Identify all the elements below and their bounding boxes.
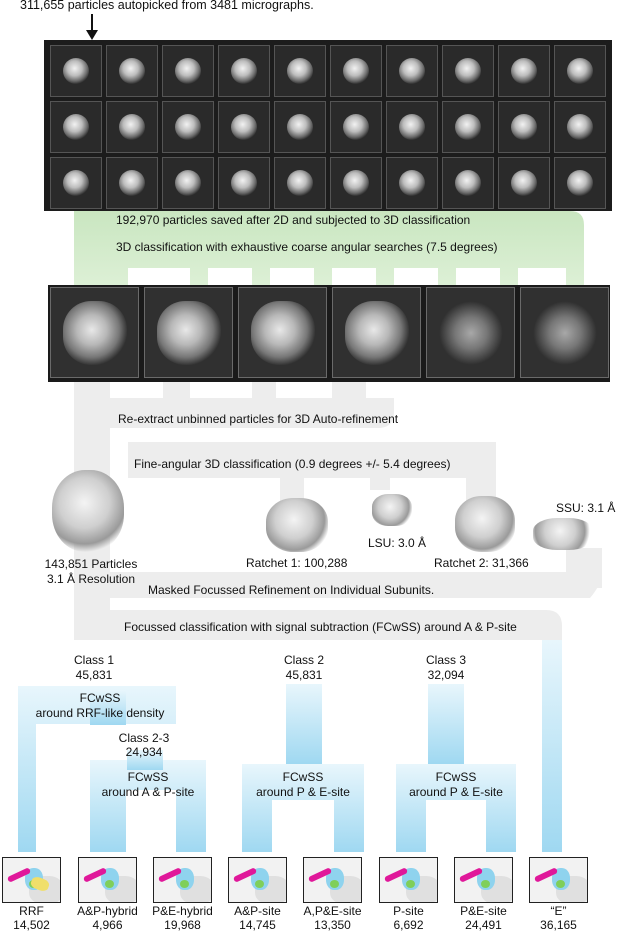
2d-class-average-tile [218, 157, 270, 209]
final-class-count: 4,966 [92, 918, 123, 932]
autopicked-label: 311,655 particles autopicked from 3481 micrographs. [20, 0, 314, 12]
2d-class-average-tile [274, 157, 326, 209]
fcwss-rrf-sub: around RRF-like density [35, 706, 165, 720]
class1-label: Class 1 [73, 653, 114, 667]
3d-class-3 [238, 287, 327, 378]
down-arrow-icon [86, 14, 98, 40]
3d-class-2 [144, 287, 233, 378]
coarse-classification-label: 3D classification with exhaustive coarse angular searches (7.5 degrees) [116, 240, 498, 254]
final-class-thumbnail [303, 857, 362, 903]
2d-class-average-tile [218, 45, 270, 97]
2d-class-average-tile [554, 101, 606, 153]
ssu-label: SSU: 3.1 Å [556, 501, 616, 515]
3d-class-4 [332, 287, 421, 378]
3d-classes-row [48, 285, 610, 382]
particles-143851-label: 143,851 Particles [44, 557, 138, 571]
fcwss-pe2-label: FCwSS [282, 770, 324, 784]
final-class-label: A&P-hybrid [77, 904, 138, 918]
2d-class-average-tile [554, 157, 606, 209]
2d-class-average-tile [442, 101, 494, 153]
final-class-thumbnail [78, 857, 137, 903]
2d-class-average-tile [330, 45, 382, 97]
final-class-label: P-site [393, 904, 424, 918]
fine-classification-label: Fine-angular 3D classification (0.9 degrees +/- 5.4 degrees) [134, 457, 451, 471]
final-class-label: RRF [19, 904, 44, 918]
class3-count: 32,094 [427, 668, 465, 682]
lsu-map [372, 494, 412, 526]
fcwss-pe3-label: FCwSS [435, 770, 477, 784]
final-class-thumbnail [228, 857, 287, 903]
2d-class-average-tile [386, 157, 438, 209]
fcwss-ap-sub: around A & P-site [101, 785, 195, 799]
lsu-label: LSU: 3.0 Å [368, 536, 427, 550]
2d-class-average-tile [162, 157, 214, 209]
2d-class-average-tile [218, 101, 270, 153]
reextract-label: Re-extract unbinned particles for 3D Auto-refinement [118, 412, 399, 426]
class2-label: Class 2 [283, 653, 324, 667]
ratchet1-label: Ratchet 1: 100,288 [246, 556, 348, 570]
fcwss-pe2-sub: around P & E-site [256, 785, 350, 799]
3d-class-5 [426, 287, 515, 378]
final-class-thumbnail [529, 857, 588, 903]
ratchet2-map [455, 496, 515, 552]
fcwss-ap-label: FCwSS [127, 770, 169, 784]
final-class-count: 19,968 [164, 918, 201, 932]
final-class-thumbnail [379, 857, 438, 903]
class3-label: Class 3 [425, 653, 466, 667]
final-class-count: 36,165 [540, 918, 577, 932]
saved-2d-label: 192,970 particles saved after 2D and subjected to 3D classification [116, 213, 471, 227]
2d-class-average-tile [498, 45, 550, 97]
ratchet2-label: Ratchet 2: 31,366 [434, 556, 529, 570]
2d-class-average-tile [330, 157, 382, 209]
final-class-count: 13,350 [314, 918, 351, 932]
final-class-label: P&E-hybrid [152, 904, 213, 918]
2d-class-average-tile [106, 157, 158, 209]
ssu-map [533, 518, 593, 550]
resolution-label: 3.1 Å Resolution [46, 572, 136, 586]
final-class-thumbnail [153, 857, 212, 903]
2d-class-average-tile [330, 101, 382, 153]
final-class-label: A,P&E-site [303, 904, 362, 918]
ratchet1-map [266, 498, 328, 552]
consensus-map [52, 470, 124, 552]
final-class-label: A&P-site [234, 904, 281, 918]
final-class-count: 6,692 [393, 918, 424, 932]
2d-class-average-tile [50, 45, 102, 97]
2d-class-averages-grid [44, 40, 612, 211]
2d-class-average-tile [442, 157, 494, 209]
2d-class-average-tile [162, 45, 214, 97]
2d-class-average-tile [386, 101, 438, 153]
2d-class-average-tile [498, 101, 550, 153]
2d-class-average-tile [442, 45, 494, 97]
masked-refinement-label: Masked Focussed Refinement on Individual Subunits. [148, 583, 435, 597]
fcwss-rrf-label: FCwSS [79, 691, 121, 705]
class23-count: 24,934 [125, 745, 163, 759]
final-class-count: 24,491 [465, 918, 502, 932]
2d-class-average-tile [498, 157, 550, 209]
final-class-count: 14,502 [13, 918, 50, 932]
final-class-label: P&E-site [460, 904, 507, 918]
2d-class-average-tile [106, 101, 158, 153]
2d-class-average-tile [274, 45, 326, 97]
2d-class-average-tile [274, 101, 326, 153]
class2-count: 45,831 [285, 668, 323, 682]
2d-class-average-tile [162, 101, 214, 153]
class1-count: 45,831 [75, 668, 113, 682]
3d-class-1 [50, 287, 139, 378]
3d-class-6 [520, 287, 609, 378]
final-class-label: “E” [550, 904, 567, 918]
2d-class-average-tile [50, 157, 102, 209]
final-class-count: 14,745 [239, 918, 276, 932]
final-class-thumbnail [454, 857, 513, 903]
2d-class-average-tile [50, 101, 102, 153]
2d-class-average-tile [386, 45, 438, 97]
2d-class-average-tile [554, 45, 606, 97]
fcwss-pe3-sub: around P & E-site [409, 785, 503, 799]
class23-label: Class 2-3 [118, 731, 170, 745]
fcwss-main-label: Focussed classification with signal subtraction (FCwSS) around A & P-site [124, 620, 517, 634]
2d-class-average-tile [106, 45, 158, 97]
final-class-thumbnail [2, 857, 61, 903]
